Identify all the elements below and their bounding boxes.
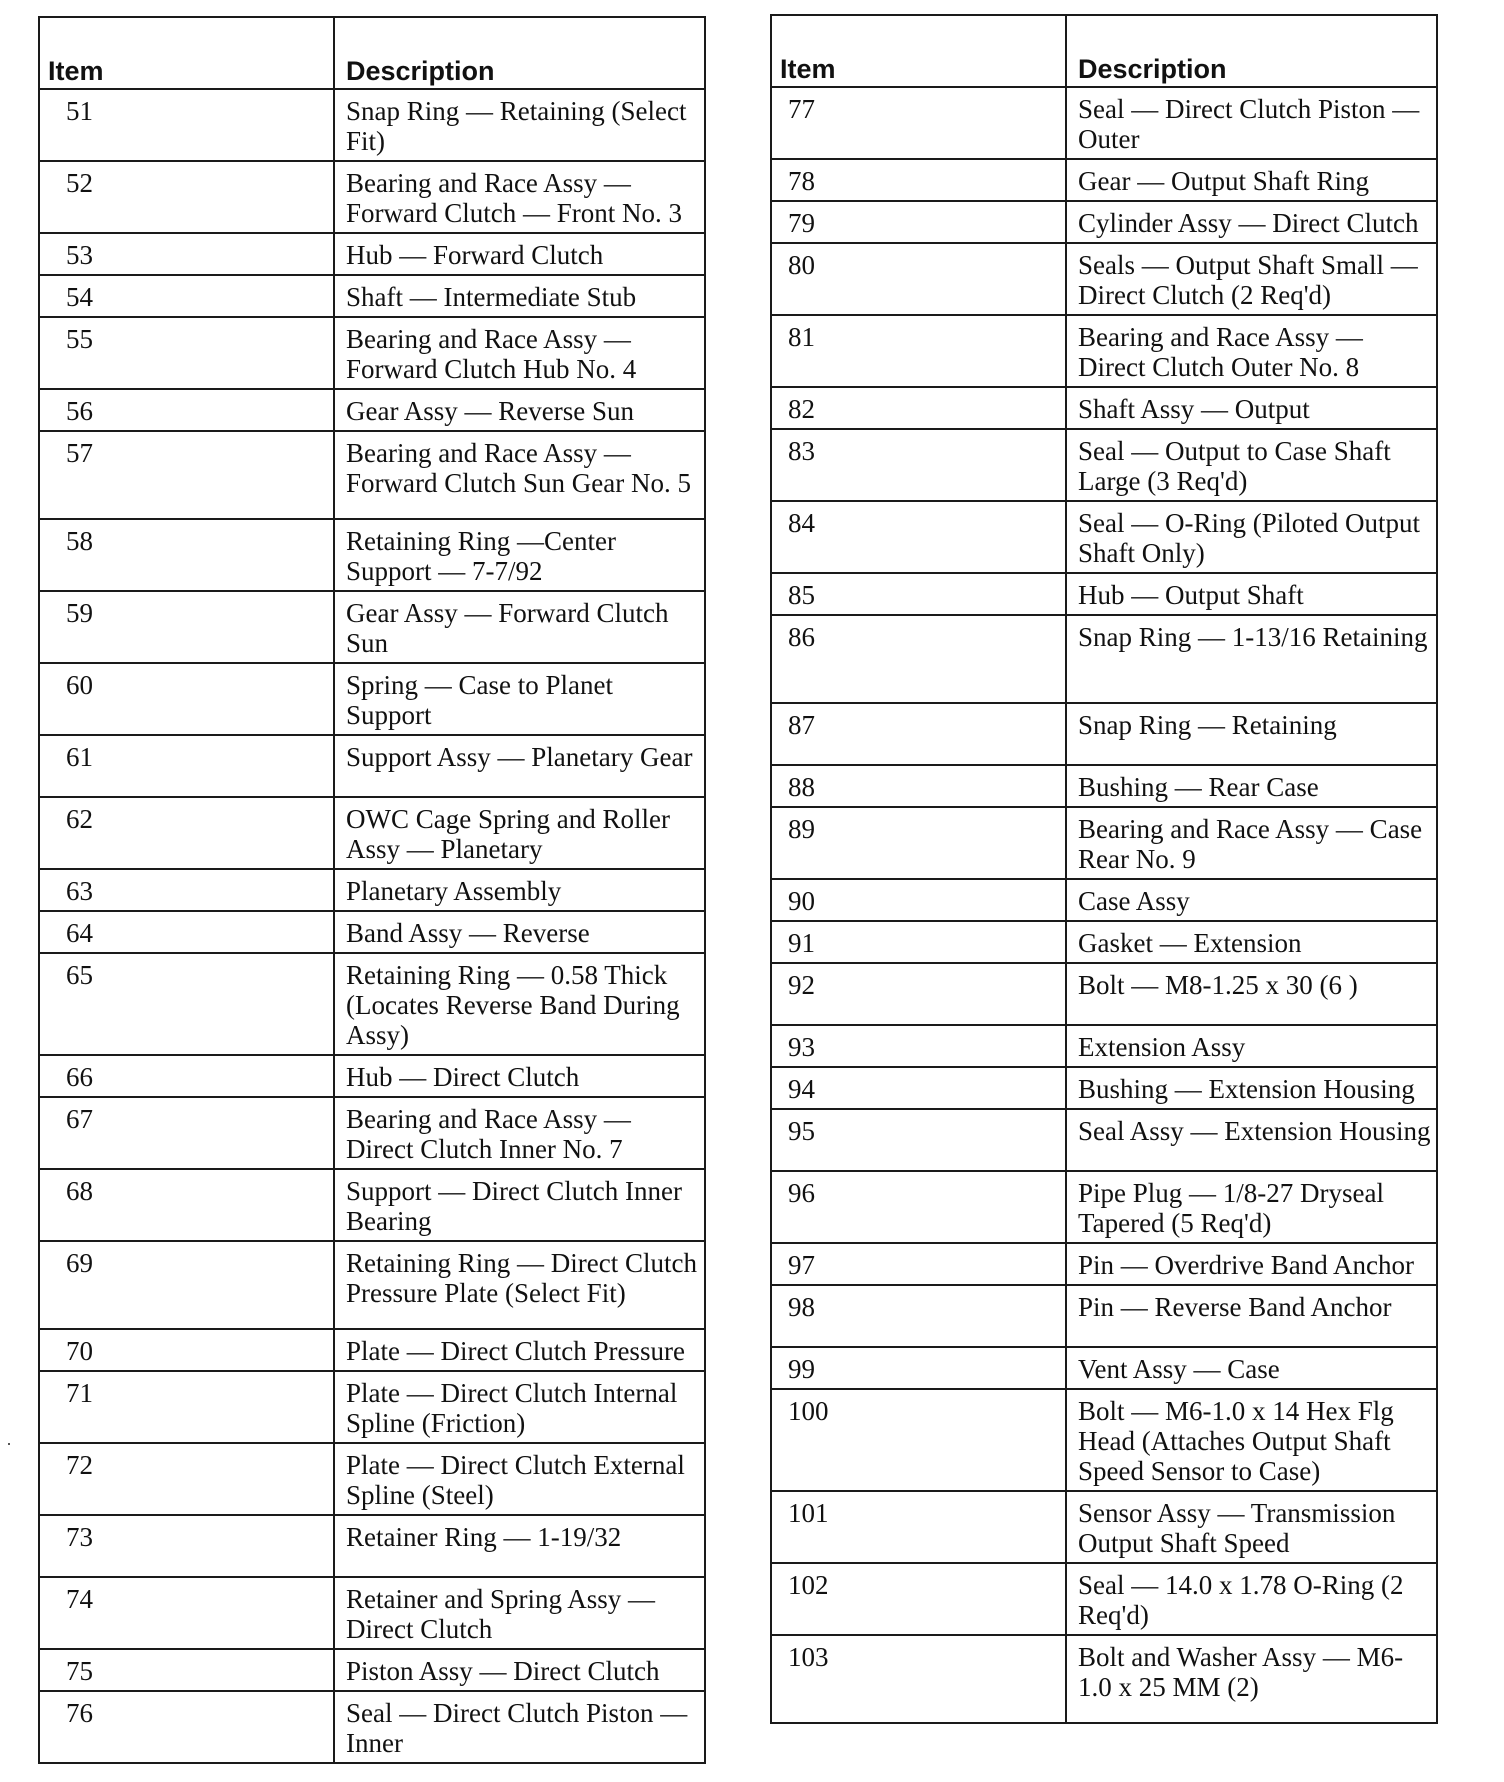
item-number: 55 — [39, 317, 334, 389]
item-number: 102 — [771, 1563, 1066, 1635]
table-row — [39, 1443, 705, 1515]
item-number: 90 — [771, 879, 1066, 921]
item-description: Shaft Assy — Output — [1066, 387, 1437, 429]
item-description: Gear Assy — Reverse Sun — [334, 389, 705, 431]
item-description: Shaft — Intermediate Stub — [334, 275, 705, 317]
item-description: Support Assy — Planetary Gear — [334, 735, 705, 797]
item-description: Snap Ring — Retaining (Select Fit) — [334, 89, 705, 161]
item-description: Retaining Ring — Direct Clutch Pressure Plate (Select Fit) — [334, 1241, 705, 1329]
table-row — [771, 703, 1437, 765]
item-number: 88 — [771, 765, 1066, 807]
item-number: 54 — [39, 275, 334, 317]
table-row — [39, 519, 705, 591]
item-column-header: Item — [771, 15, 1066, 87]
table-row — [771, 87, 1437, 159]
table-row — [39, 89, 705, 161]
item-number: 68 — [39, 1169, 334, 1241]
item-number: 89 — [771, 807, 1066, 879]
table-row — [39, 663, 705, 735]
item-number: 80 — [771, 243, 1066, 315]
item-number: 63 — [39, 869, 334, 911]
item-description: Seal — O-Ring (Piloted Output Shaft Only) — [1066, 501, 1437, 573]
item-description: Plate — Direct Clutch Internal Spline (Friction) — [334, 1371, 705, 1443]
item-description: Pipe Plug — 1/8-27 Dryseal Tapered (5 Req'd) — [1066, 1171, 1437, 1243]
item-number: 70 — [39, 1329, 334, 1371]
table-header-row — [771, 15, 1437, 87]
item-number: 86 — [771, 615, 1066, 703]
item-description: Support — Direct Clutch Inner Bearing — [334, 1169, 705, 1241]
scan-speck — [8, 1443, 10, 1445]
table-row — [771, 1025, 1437, 1067]
table-row — [771, 1563, 1437, 1635]
parts-table-left — [38, 16, 706, 1764]
item-column-header: Item — [39, 17, 334, 89]
table-row — [39, 869, 705, 911]
table-row — [39, 317, 705, 389]
item-number: 92 — [771, 963, 1066, 1025]
table-row — [39, 1241, 705, 1329]
item-number: 82 — [771, 387, 1066, 429]
item-description: Cylinder Assy — Direct Clutch — [1066, 201, 1437, 243]
table-row — [39, 735, 705, 797]
item-number: 103 — [771, 1635, 1066, 1723]
item-description: Hub — Forward Clutch — [334, 233, 705, 275]
item-description: Piston Assy — Direct Clutch — [334, 1649, 705, 1691]
item-number: 85 — [771, 573, 1066, 615]
table-row — [771, 201, 1437, 243]
item-description: Seal — Direct Clutch Piston — Inner — [334, 1691, 705, 1763]
item-number: 87 — [771, 703, 1066, 765]
item-description: Bearing and Race Assy — Forward Clutch Hub No. 4 — [334, 317, 705, 389]
item-description: Seals — Output Shaft Small — Direct Clutch (2 Req'd) — [1066, 243, 1437, 315]
item-description: Retainer Ring — 1-19/32 — [334, 1515, 705, 1577]
item-number: 61 — [39, 735, 334, 797]
item-description: Gasket — Extension — [1066, 921, 1437, 963]
table-row — [771, 963, 1437, 1025]
table-row — [771, 1491, 1437, 1563]
table-row — [771, 243, 1437, 315]
item-number: 75 — [39, 1649, 334, 1691]
item-number: 65 — [39, 953, 334, 1055]
item-number: 60 — [39, 663, 334, 735]
item-number: 94 — [771, 1067, 1066, 1109]
item-description: Sensor Assy — Transmission Output Shaft Speed — [1066, 1491, 1437, 1563]
table-row — [771, 765, 1437, 807]
item-description: Bolt and Washer Assy — M6-1.0 x 25 MM (2) — [1066, 1635, 1437, 1723]
item-number: 58 — [39, 519, 334, 591]
table-row — [771, 1635, 1437, 1723]
table-row — [39, 431, 705, 519]
item-description: Seal Assy — Extension Housing — [1066, 1109, 1437, 1171]
item-description: Pin — Overdrive Band Anchor — [1066, 1243, 1437, 1285]
table-row — [771, 315, 1437, 387]
table-row — [771, 501, 1437, 573]
item-description: Bushing — Extension Housing — [1066, 1067, 1437, 1109]
item-number: 66 — [39, 1055, 334, 1097]
item-description: Case Assy — [1066, 879, 1437, 921]
item-description: Hub — Direct Clutch — [334, 1055, 705, 1097]
table-row — [771, 1347, 1437, 1389]
table-row — [39, 1097, 705, 1169]
item-number: 59 — [39, 591, 334, 663]
table-row — [39, 161, 705, 233]
item-number: 52 — [39, 161, 334, 233]
item-description: Bearing and Race Assy — Forward Clutch — Front No. 3 — [334, 161, 705, 233]
item-description: Bolt — M8-1.25 x 30 (6 ) — [1066, 963, 1437, 1025]
item-description: Gear — Output Shaft Ring — [1066, 159, 1437, 201]
table-row — [39, 1577, 705, 1649]
item-description: Spring — Case to Planet Support — [334, 663, 705, 735]
table-row — [771, 1243, 1437, 1285]
table-row — [39, 1515, 705, 1577]
table-row — [39, 1055, 705, 1097]
item-description: Seal — Direct Clutch Piston — Outer — [1066, 87, 1437, 159]
table-row — [39, 1371, 705, 1443]
item-number: 73 — [39, 1515, 334, 1577]
item-number: 57 — [39, 431, 334, 519]
table-row — [771, 1171, 1437, 1243]
table-row — [771, 921, 1437, 963]
table-row — [771, 1109, 1437, 1171]
item-number: 96 — [771, 1171, 1066, 1243]
item-description: Seal — 14.0 x 1.78 O-Ring (2 Req'd) — [1066, 1563, 1437, 1635]
table-row — [39, 389, 705, 431]
item-description: Gear Assy — Forward Clutch Sun — [334, 591, 705, 663]
item-number: 71 — [39, 1371, 334, 1443]
item-number: 64 — [39, 911, 334, 953]
item-number: 62 — [39, 797, 334, 869]
item-description: Bearing and Race Assy — Forward Clutch Sun Gear No. 5 — [334, 431, 705, 519]
item-number: 100 — [771, 1389, 1066, 1491]
table-row — [39, 1329, 705, 1371]
table-row — [39, 953, 705, 1055]
item-number: 76 — [39, 1691, 334, 1763]
item-number: 77 — [771, 87, 1066, 159]
item-description: Retainer and Spring Assy — Direct Clutch — [334, 1577, 705, 1649]
item-description: Bushing — Rear Case — [1066, 765, 1437, 807]
item-number: 78 — [771, 159, 1066, 201]
item-description: Plate — Direct Clutch External Spline (Steel) — [334, 1443, 705, 1515]
table-row — [39, 1649, 705, 1691]
item-description: Snap Ring — 1-13/16 Retaining — [1066, 615, 1437, 703]
table-row — [771, 1285, 1437, 1347]
table-row — [771, 429, 1437, 501]
table-row — [39, 591, 705, 663]
item-description: Bearing and Race Assy — Case Rear No. 9 — [1066, 807, 1437, 879]
item-description: Bearing and Race Assy — Direct Clutch Outer No. 8 — [1066, 315, 1437, 387]
item-description: Snap Ring — Retaining — [1066, 703, 1437, 765]
item-description: Retaining Ring — 0.58 Thick (Locates Reverse Band During Assy) — [334, 953, 705, 1055]
item-number: 99 — [771, 1347, 1066, 1389]
item-description: Hub — Output Shaft — [1066, 573, 1437, 615]
table-row — [39, 1691, 705, 1763]
item-number: 67 — [39, 1097, 334, 1169]
item-description: Extension Assy — [1066, 1025, 1437, 1067]
parts-table-right — [770, 14, 1438, 1724]
table-row — [771, 879, 1437, 921]
item-description: Vent Assy — Case — [1066, 1347, 1437, 1389]
item-number: 97 — [771, 1243, 1066, 1285]
table-row — [771, 573, 1437, 615]
item-number: 72 — [39, 1443, 334, 1515]
item-number: 74 — [39, 1577, 334, 1649]
item-number: 91 — [771, 921, 1066, 963]
item-number: 98 — [771, 1285, 1066, 1347]
table-row — [771, 1389, 1437, 1491]
table-row — [771, 1067, 1437, 1109]
table-row — [771, 159, 1437, 201]
item-number: 56 — [39, 389, 334, 431]
item-number: 53 — [39, 233, 334, 275]
table-row — [39, 911, 705, 953]
description-column-header: Description — [334, 17, 705, 89]
description-column-header: Description — [1066, 15, 1437, 87]
item-number: 51 — [39, 89, 334, 161]
item-description: Pin — Reverse Band Anchor — [1066, 1285, 1437, 1347]
item-description: Plate — Direct Clutch Pressure — [334, 1329, 705, 1371]
table-row — [771, 387, 1437, 429]
item-description: Retaining Ring —Center Support — 7-7/92 — [334, 519, 705, 591]
table-row — [39, 233, 705, 275]
item-description: Band Assy — Reverse — [334, 911, 705, 953]
item-number: 93 — [771, 1025, 1066, 1067]
item-number: 95 — [771, 1109, 1066, 1171]
item-number: 84 — [771, 501, 1066, 573]
item-number: 101 — [771, 1491, 1066, 1563]
table-row — [39, 1169, 705, 1241]
item-description: Planetary Assembly — [334, 869, 705, 911]
item-description: OWC Cage Spring and Roller Assy — Planetary — [334, 797, 705, 869]
item-number: 81 — [771, 315, 1066, 387]
table-header-row — [39, 17, 705, 89]
table-row — [39, 797, 705, 869]
item-number: 79 — [771, 201, 1066, 243]
item-description: Bolt — M6-1.0 x 14 Hex Flg Head (Attaches Output Shaft Speed Sensor to Case) — [1066, 1389, 1437, 1491]
table-row — [771, 615, 1437, 703]
table-row — [39, 275, 705, 317]
item-description: Seal — Output to Case Shaft Large (3 Req'd) — [1066, 429, 1437, 501]
item-number: 83 — [771, 429, 1066, 501]
item-description: Bearing and Race Assy — Direct Clutch Inner No. 7 — [334, 1097, 705, 1169]
table-row — [771, 807, 1437, 879]
item-number: 69 — [39, 1241, 334, 1329]
